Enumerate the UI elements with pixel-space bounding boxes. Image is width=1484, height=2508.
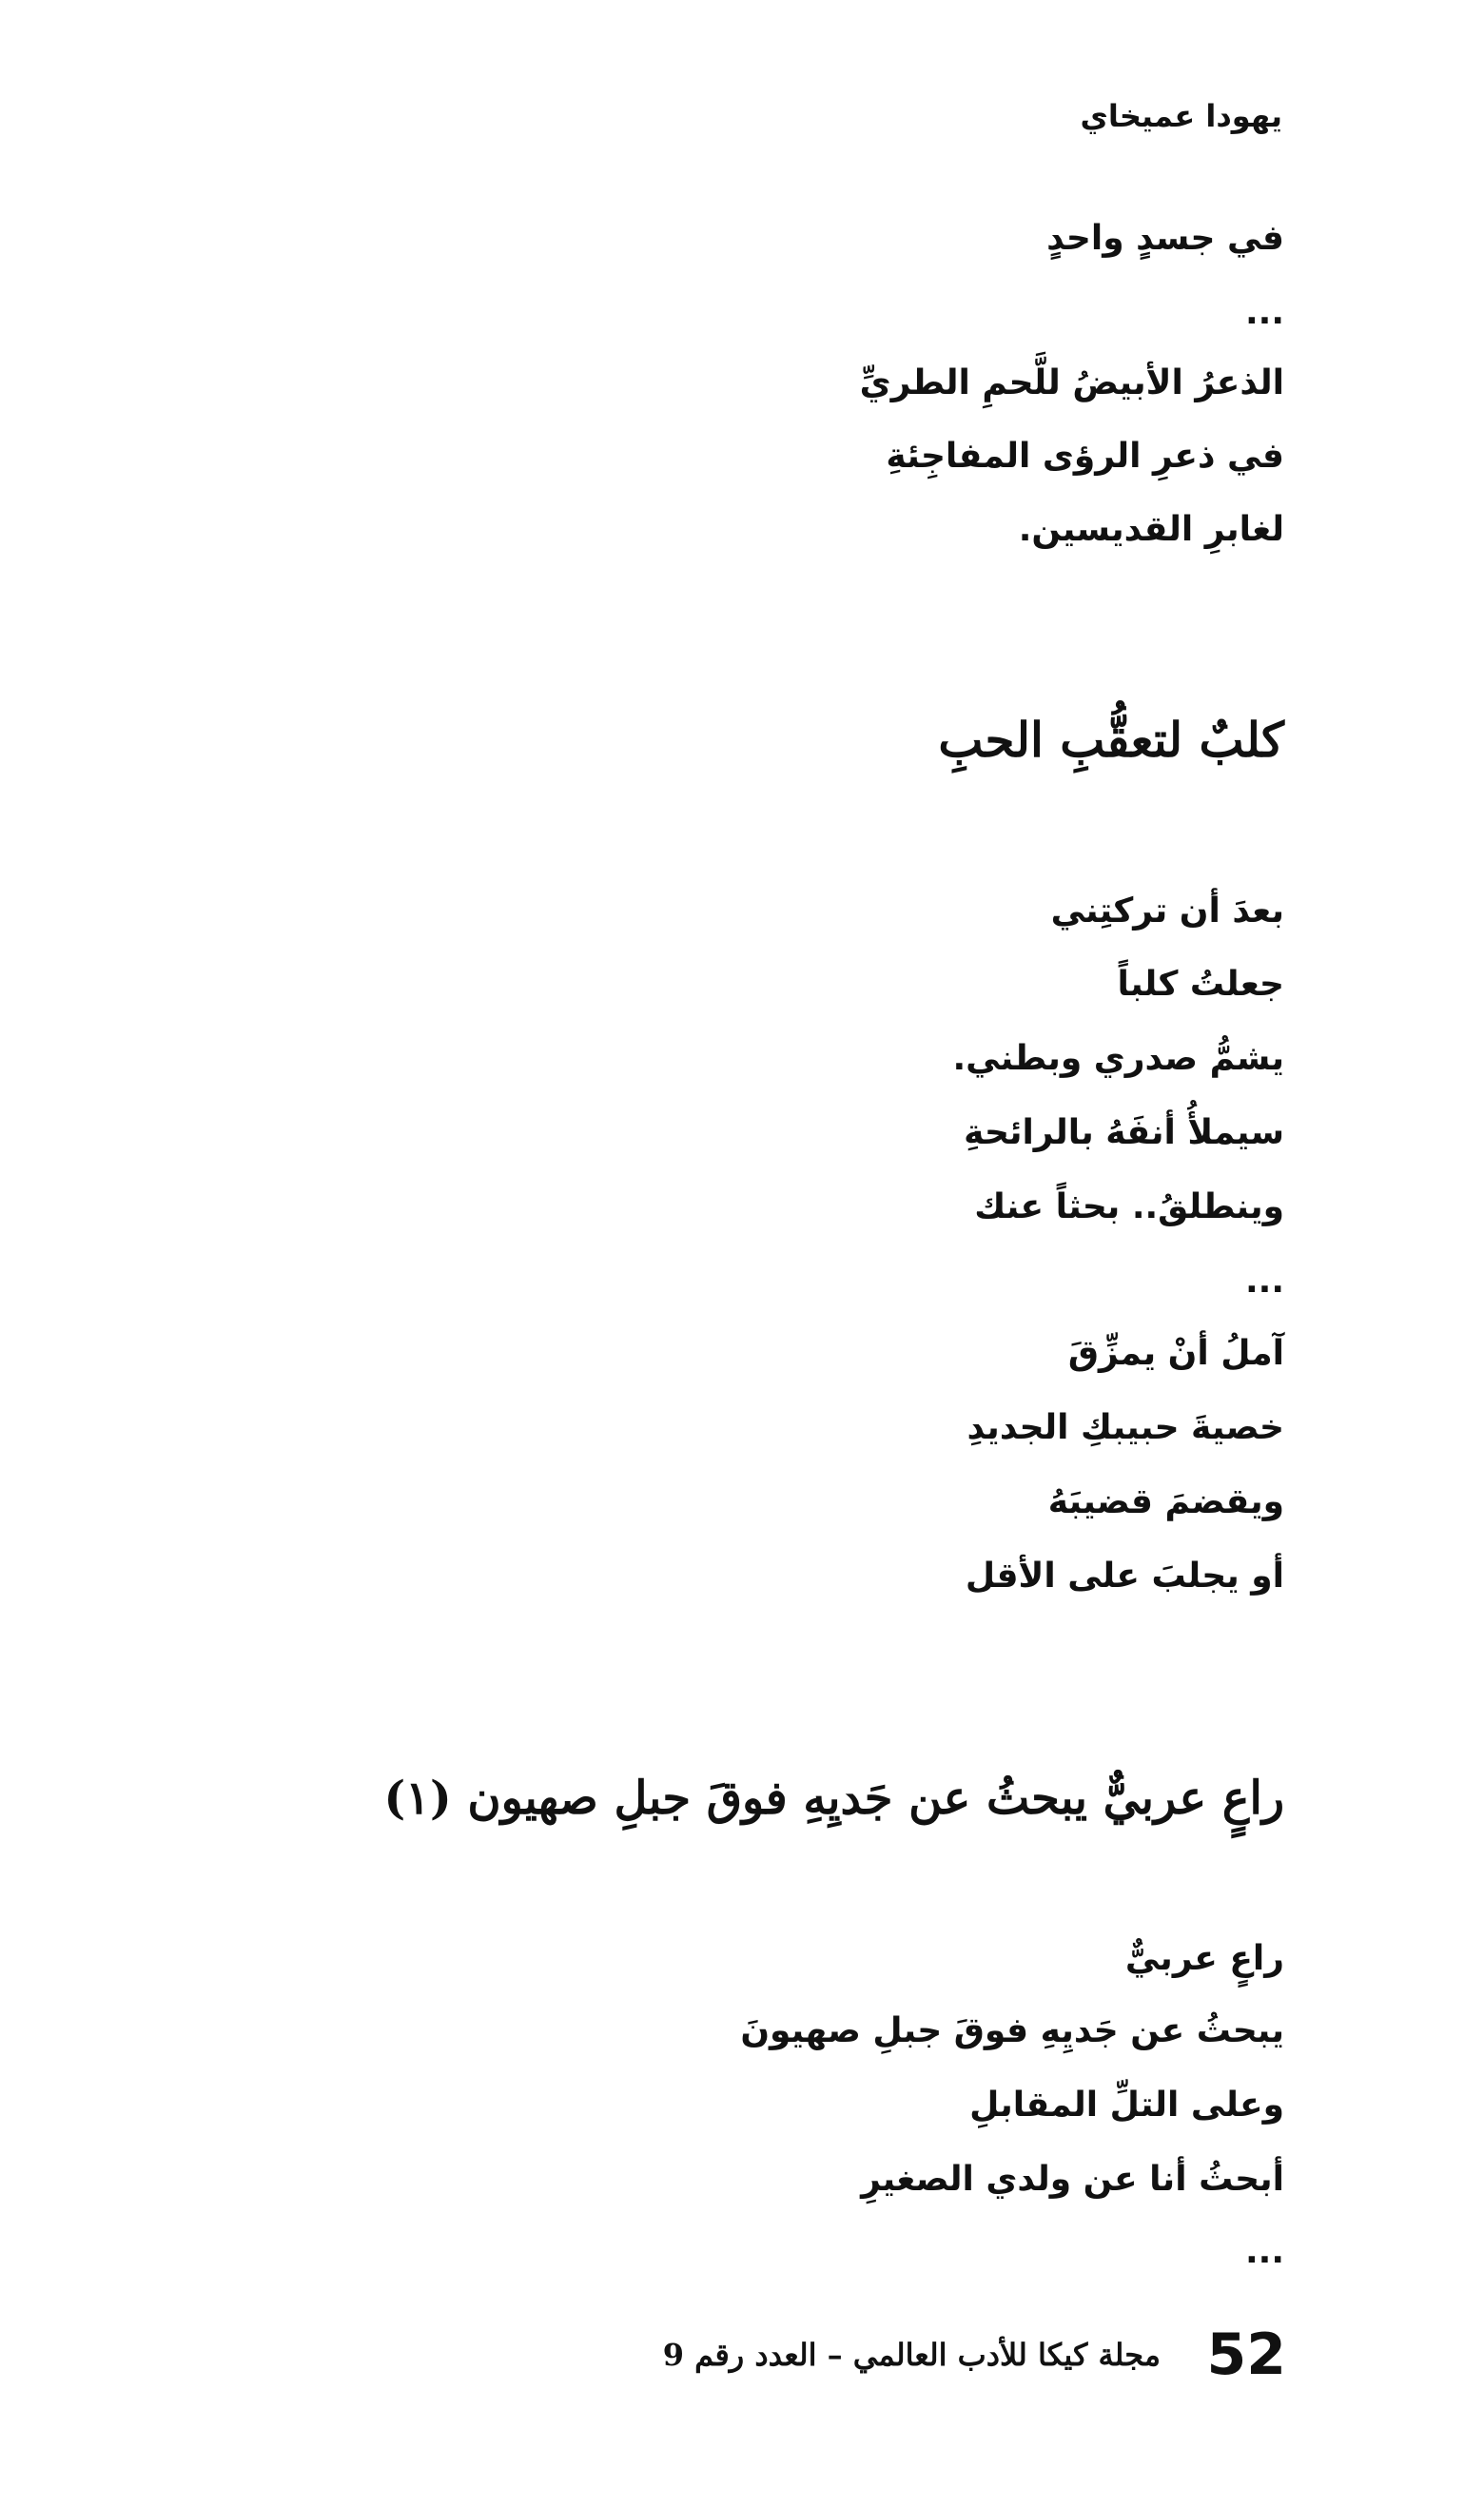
poem-line: آملُ أنْ يمزِّقَ (1067, 1334, 1284, 1373)
author-name: يهودا عميخاي (1080, 98, 1282, 134)
poem-line: في جسدٍ واحدٍ (1046, 219, 1284, 258)
journal-name: مجلة كيكا للأدب العالمي – العدد رقم 9 (662, 2337, 1161, 2373)
poem-line: وعلى التلِّ المقابلِ (969, 2086, 1284, 2125)
poem-line: الذعرُ الأبيضُ للَّحمِ الطريِّ (859, 363, 1284, 402)
poem-line: ... (1244, 293, 1284, 332)
poem-line: أو يجلبَ على الأقل (965, 1557, 1284, 1596)
poem-line: جعلتُ كلباً (1117, 965, 1284, 1004)
poem-line: ... (1244, 2232, 1284, 2271)
page-number: 52 (1206, 2322, 1286, 2388)
poem-line: يبحثُ عن جَديِهِ فوقَ جبلِ صهيونَ (740, 2011, 1284, 2050)
poem-line: يشمُّ صدري وبطني. (952, 1039, 1284, 1078)
poem-line: خصيةَ حبيبكِ الجديدِ (967, 1408, 1284, 1447)
poem-line: وينطلقُ.. بحثاً عنك (974, 1187, 1284, 1226)
poem-line: سيملأُ أنفَهُ بالرائحةِ (964, 1113, 1284, 1152)
poem-line: بعدَ أن تركتِني (1050, 892, 1284, 931)
poem-line: في ذعرِ الرؤى المفاجِئةِ (886, 437, 1284, 476)
poem-line: لغابرِ القديسين. (1018, 510, 1284, 549)
page-footer (0, 2322, 1484, 2398)
poem-3-title: راعٍ عربيٌّ يبحثُ عن جَديِهِ فوقَ جبلِ صهيون (١) (383, 1772, 1284, 1825)
poem-2-title: كلبٌ لتعقُّبِ الحبِ (938, 712, 1284, 768)
poem-line: راعٍ عربيٌّ (1124, 1939, 1284, 1978)
poem-line: ويقضمَ قضيبَهُ (1047, 1482, 1284, 1521)
poem-line: أبحثُ أنا عن ولدي الصغيرِ (861, 2160, 1284, 2199)
poem-line: ... (1244, 1262, 1284, 1301)
